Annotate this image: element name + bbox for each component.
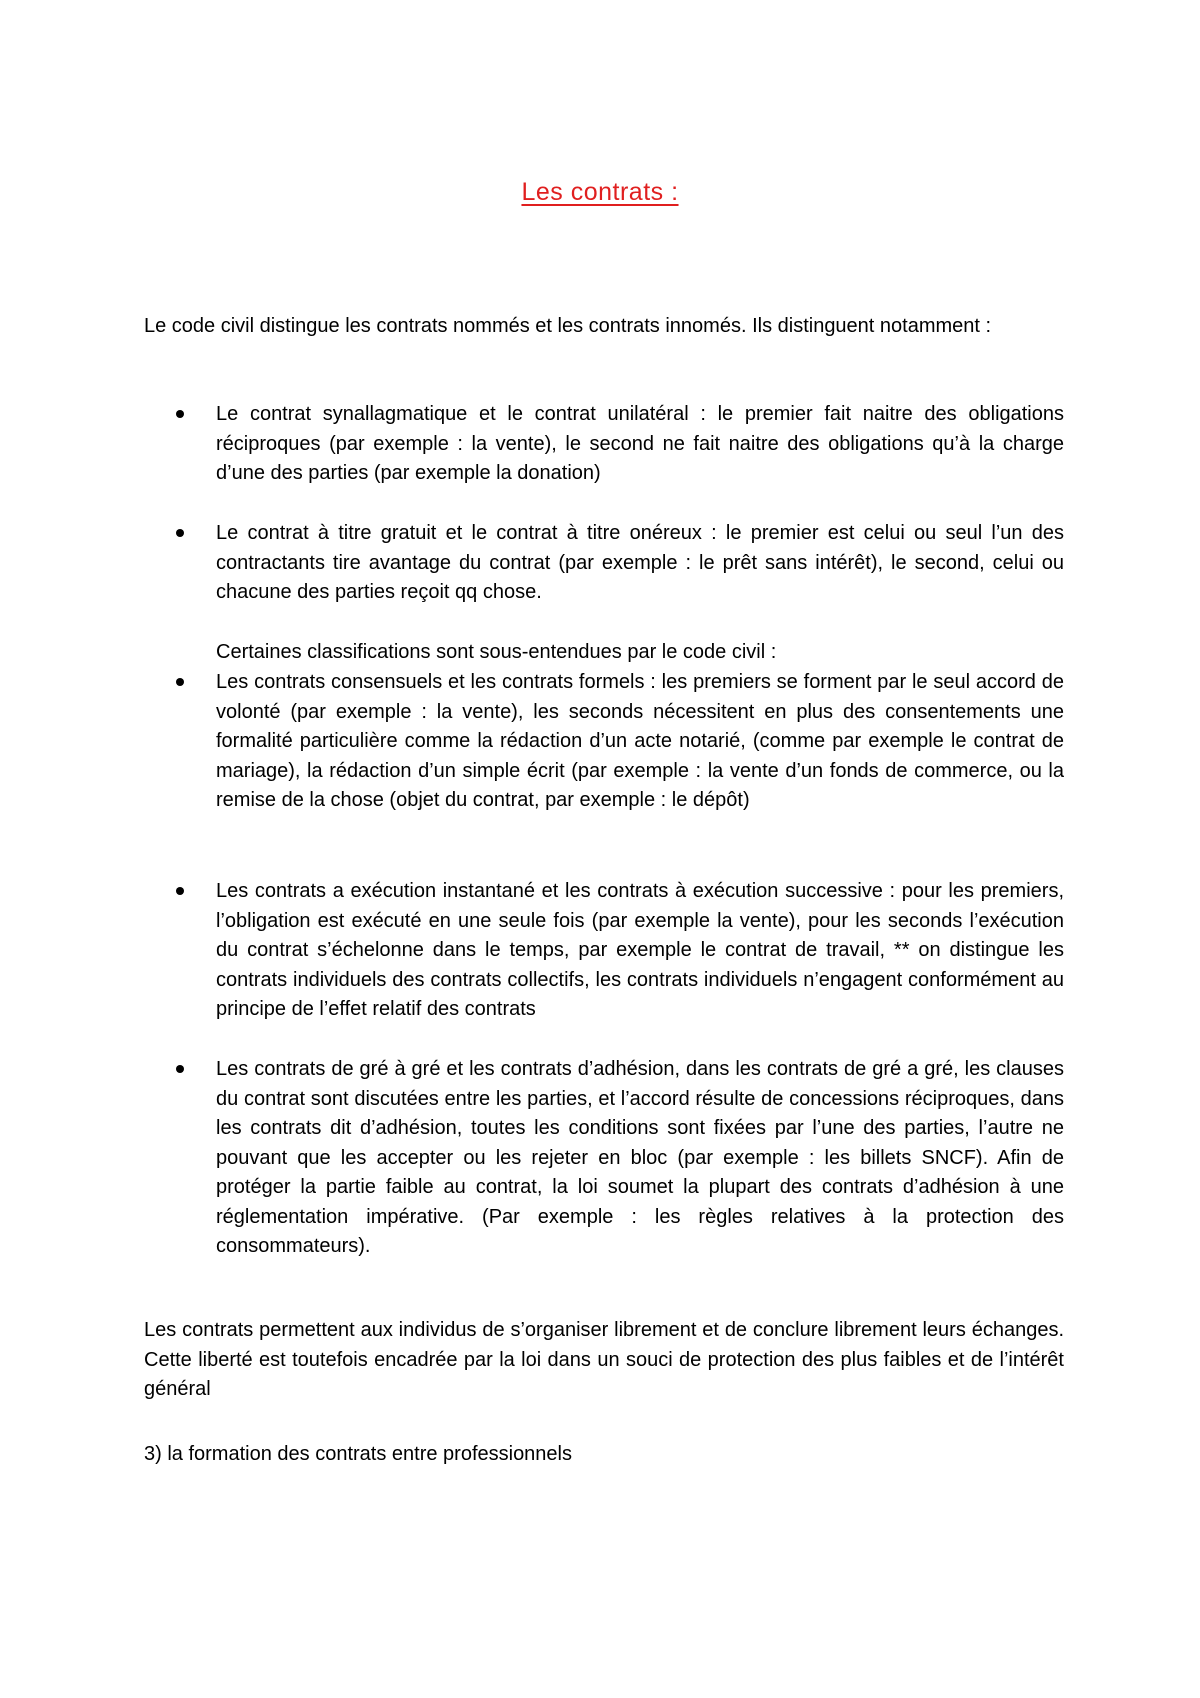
bullet-icon [176, 1065, 184, 1073]
sub-note: Certaines classifications sont sous-entendues par le code civil : [216, 641, 777, 663]
bullet-icon [176, 529, 184, 537]
list-item [216, 1055, 1064, 1262]
list-item-text: Les contrats de gré à gré et les contrats d’adhésion, dans les contrats de gré a gré, les clauses du contrat sont discutées entre les parties, et l’accord résulte de concessions réciproques, dans les contrats dit d’adhésion, toutes les conditions sont fixées par l’une des parties, l’autre ne pouvant que les accepter ou les rejeter en bloc (par exemple : les billets SNCF). Afin de protéger la partie faible au contrat, la loi soumet la plupart des contrats d’adhésion à une réglementation impérative. (Par exemple : les règles relatives à la protection des consommateurs). [216, 1058, 1064, 1257]
list-item [216, 877, 1064, 1025]
intro-paragraph: Le code civil distingue les contrats nommés et les contrats innomés. Ils distinguent notamment : [144, 315, 992, 337]
bullet-icon [176, 410, 184, 418]
list-item-text: Le contrat à titre gratuit et le contrat à titre onéreux : le premier est celui ou seul l’un des contractants tire avantage du contrat (par exemple : le prêt sans intérêt), le second, celui ou chacune des parties reçoit qq chose. [216, 522, 1064, 603]
section-heading: 3) la formation des contrats entre professionnels [144, 1443, 572, 1465]
closing-paragraph: Les contrats permettent aux individus de s’organiser librement et de conclure librement leurs échanges. Cette liberté est toutefois encadrée par la loi dans un souci de protection des plus faibles et de l’intérêt général [144, 1319, 1064, 1400]
list-item [216, 400, 1064, 489]
list-item-text: Le contrat synallagmatique et le contrat unilatéral : le premier fait naitre des obligations réciproques (par exemple : la vente), le second ne fait naitre des obligations qu’à la charge d’une des parties (par exemple la donation) [216, 403, 1064, 484]
bullet-icon [176, 678, 184, 686]
list-item [216, 519, 1064, 608]
list-item [216, 668, 1064, 816]
page-title: Les contrats : [521, 178, 679, 206]
bullet-icon [176, 887, 184, 895]
list-item-text: Les contrats consensuels et les contrats formels : les premiers se forment par le seul accord de volonté (par exemple : la vente), les seconds nécessitent en plus des consentements une formalité particulière comme la rédaction d’un acte notarié, (comme par exemple le contrat de mariage), la rédaction d’un simple écrit (par exemple : la vente d’un fonds de commerce, ou la remise de la chose (objet du contrat, par exemple : le dépôt) [216, 671, 1064, 811]
list-item-text: Les contrats a exécution instantané et les contrats à exécution successive : pour les premiers, l’obligation est exécuté en une seule fois (par exemple la vente), pour les seconds l’exécution du contrat s’échelonne dans le temps, par exemple le contrat de travail, ** on distingue les contrats individuels des contrats collectifs, les contrats individuels n’engagent conformément au principe de l’effet relatif des contrats [216, 880, 1064, 1020]
